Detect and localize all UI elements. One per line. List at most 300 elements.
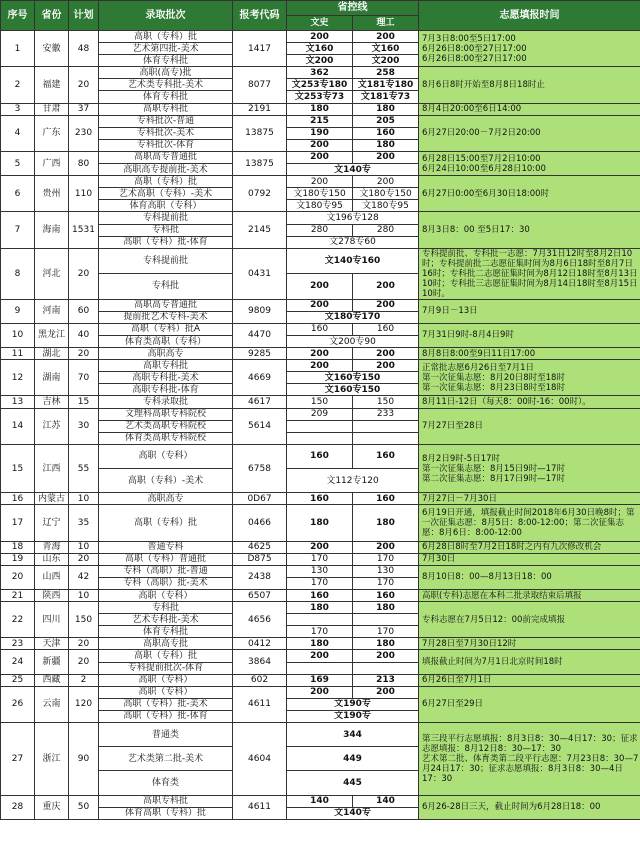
application-time-cell: 8月4日20:00至6日14:00 <box>419 103 640 115</box>
province-cell: 吉林 <box>35 396 69 408</box>
batch-cell: 高职（专科）批A <box>99 323 233 335</box>
application-time-cell: 6月28日8时至7月2日18时之内有九次修改机会 <box>419 541 640 553</box>
control-line-arts: 200 <box>287 686 353 698</box>
exam-code-cell: 8077 <box>233 67 287 103</box>
batch-cell: 专科（高职）批-普通 <box>99 565 233 577</box>
exam-code-cell: 0466 <box>233 505 287 541</box>
plan-cell: 30 <box>69 408 99 444</box>
row-number: 25 <box>1 674 35 686</box>
batch-cell: 高职（专科）-美术 <box>99 469 233 493</box>
control-line-arts: 200 <box>287 31 353 43</box>
application-time-cell: 8月11日-12日（每天8：00时-16：00时）。 <box>419 396 640 408</box>
control-line-sci: 200 <box>353 31 419 43</box>
control-line-sci: 160 <box>353 323 419 335</box>
plan-cell: 10 <box>69 493 99 505</box>
plan-cell: 35 <box>69 505 99 541</box>
batch-cell: 专科提前批 <box>99 248 233 274</box>
batch-cell: 体育类高职（专科） <box>99 335 233 347</box>
exam-code-cell: 9285 <box>233 348 287 360</box>
control-line-sci: 205 <box>353 115 419 127</box>
row-number: 2 <box>1 67 35 103</box>
application-time-cell: 8月3日8：00 至5日17：30 <box>419 212 640 248</box>
batch-cell: 普通专科 <box>99 541 233 553</box>
batch-cell: 专科批 <box>99 602 233 614</box>
plan-cell: 55 <box>69 444 99 492</box>
plan-cell: 20 <box>69 348 99 360</box>
control-line-sci: 文181专73 <box>353 91 419 103</box>
table-row <box>1 408 640 420</box>
province-cell: 黑龙江 <box>35 323 69 347</box>
table-row <box>1 212 640 224</box>
province-cell: 辽宁 <box>35 505 69 541</box>
table-row <box>1 67 640 79</box>
control-line-merged: 文140专160 <box>287 248 419 274</box>
plan-cell: 90 <box>69 722 99 795</box>
plan-cell: 150 <box>69 602 99 638</box>
province-cell: 河北 <box>35 248 69 299</box>
province-cell: 内蒙古 <box>35 493 69 505</box>
control-line-arts: 文160 <box>287 43 353 55</box>
province-cell: 广西 <box>35 151 69 175</box>
control-line-sci: 180 <box>353 602 419 614</box>
table-row <box>1 589 640 601</box>
exam-code-cell: 3864 <box>233 650 287 674</box>
province-cell: 海南 <box>35 212 69 248</box>
control-line-merged: 文112专120 <box>287 469 419 493</box>
application-time-cell: 6月28日15:00至7月2日10:00 6月24日10:00至6月28日10:00 <box>419 151 640 175</box>
province-cell: 陕西 <box>35 589 69 601</box>
batch-cell: 体育高职（专科）批 <box>99 807 233 819</box>
exam-code-cell: 2145 <box>233 212 287 248</box>
province-cell: 天津 <box>35 638 69 650</box>
table-row <box>1 151 640 163</box>
row-number: 21 <box>1 589 35 601</box>
exam-code-cell: 4617 <box>233 396 287 408</box>
table-row <box>1 553 640 565</box>
control-line-sci: 200 <box>353 348 419 360</box>
control-line-arts: 140 <box>287 795 353 807</box>
row-number: 14 <box>1 408 35 444</box>
table-row <box>1 31 640 43</box>
control-line-arts: 362 <box>287 67 353 79</box>
batch-cell: 高职（专科）批 <box>99 650 233 662</box>
batch-cell: 高职高专批 <box>99 638 233 650</box>
row-number: 18 <box>1 541 35 553</box>
province-cell: 广东 <box>35 115 69 151</box>
exam-code-cell: 0792 <box>233 176 287 212</box>
control-line-arts: 170 <box>287 626 353 638</box>
plan-cell: 48 <box>69 31 99 67</box>
table-row <box>1 505 640 541</box>
batch-cell: 高职高专普通批 <box>99 151 233 163</box>
application-time-cell: 8月2日9时-5日17时 第一次征集志愿：8月15日9时—17时 第二次征集志愿：8月17日9时—17时 <box>419 444 640 492</box>
batch-cell: 高职高专 <box>99 493 233 505</box>
control-line-arts: 280 <box>287 224 353 236</box>
table-row <box>1 396 640 408</box>
exam-code-cell: 6758 <box>233 444 287 492</box>
table-row <box>1 115 640 127</box>
plan-cell: 60 <box>69 299 99 323</box>
row-number: 24 <box>1 650 35 674</box>
control-line-arts: 169 <box>287 674 353 686</box>
control-line-arts: 130 <box>287 565 353 577</box>
province-cell: 安徽 <box>35 31 69 67</box>
batch-cell: 高职（专科）批-美术 <box>99 698 233 710</box>
control-line-arts: 文180专95 <box>287 200 353 212</box>
plan-cell: 120 <box>69 686 99 722</box>
header-sci: 理工 <box>353 16 419 31</box>
control-line-arts: 180 <box>287 602 353 614</box>
exam-code-cell: 0431 <box>233 248 287 299</box>
control-line-sci: 140 <box>353 795 419 807</box>
control-line-arts <box>287 420 353 432</box>
province-cell: 贵州 <box>35 176 69 212</box>
control-line-arts: 文253专73 <box>287 91 353 103</box>
application-time-cell: 7月3日8:00至5日17:00 6月26日8:00至27日17:00 6月26日8:00至27日17:00 <box>419 31 640 67</box>
row-number: 3 <box>1 103 35 115</box>
control-line-arts: 160 <box>287 323 353 335</box>
control-line-arts <box>287 614 353 626</box>
table-row <box>1 722 640 746</box>
table-body <box>1 31 640 820</box>
control-line-sci: 233 <box>353 408 419 420</box>
control-line-sci: 130 <box>353 565 419 577</box>
control-line-arts: 170 <box>287 577 353 589</box>
plan-cell: 42 <box>69 565 99 589</box>
application-time-cell: 填报截止时间为7月1日北京时间18时 <box>419 650 640 674</box>
control-line-arts: 200 <box>287 360 353 372</box>
plan-cell: 15 <box>69 396 99 408</box>
batch-cell: 艺术高职（专科）-美术 <box>99 188 233 200</box>
row-number: 17 <box>1 505 35 541</box>
batch-cell: 专科录取批 <box>99 396 233 408</box>
control-line-merged: 文160专150 <box>287 372 419 384</box>
row-number: 9 <box>1 299 35 323</box>
control-line-arts: 160 <box>287 444 353 468</box>
row-number: 13 <box>1 396 35 408</box>
control-line-sci: 150 <box>353 396 419 408</box>
control-line-arts: 文253专180 <box>287 79 353 91</box>
plan-cell: 80 <box>69 151 99 175</box>
control-line-sci: 200 <box>353 650 419 662</box>
province-cell: 重庆 <box>35 795 69 819</box>
batch-cell: 高职高专 <box>99 348 233 360</box>
row-number: 6 <box>1 176 35 212</box>
control-line-sci: 170 <box>353 553 419 565</box>
control-line-merged: 文140专 <box>287 807 419 819</box>
exam-code-cell: 9809 <box>233 299 287 323</box>
batch-cell: 提前批艺术专科-美术 <box>99 311 233 323</box>
plan-cell: 20 <box>69 638 99 650</box>
plan-cell: 110 <box>69 176 99 212</box>
table-row <box>1 493 640 505</box>
control-line-sci: 160 <box>353 493 419 505</box>
control-line-arts: 150 <box>287 396 353 408</box>
exam-code-cell: 602 <box>233 674 287 686</box>
control-line-arts: 200 <box>287 650 353 662</box>
row-number: 22 <box>1 602 35 638</box>
header-province: 省份 <box>35 1 69 31</box>
table-row <box>1 565 640 577</box>
application-time-cell: 高职(专科)志愿在本科二批录取结束后填报 <box>419 589 640 601</box>
batch-cell: 专科批次-体育 <box>99 139 233 151</box>
application-time-cell: 7月30日 <box>419 553 640 565</box>
control-line-arts: 200 <box>287 541 353 553</box>
control-line-arts: 160 <box>287 589 353 601</box>
row-number: 16 <box>1 493 35 505</box>
application-time-cell: 7月28日至7月30日12时 <box>419 638 640 650</box>
batch-cell: 高职（专科）批-体育 <box>99 710 233 722</box>
plan-cell: 20 <box>69 553 99 565</box>
province-cell: 河南 <box>35 299 69 323</box>
table-row <box>1 795 640 807</box>
province-cell: 甘肃 <box>35 103 69 115</box>
province-cell: 江苏 <box>35 408 69 444</box>
exam-code-cell: 4611 <box>233 686 287 722</box>
row-number: 5 <box>1 151 35 175</box>
control-line-arts: 200 <box>287 299 353 311</box>
control-line-arts: 209 <box>287 408 353 420</box>
control-line-merged: 文180专170 <box>287 311 419 323</box>
table-row <box>1 541 640 553</box>
exam-code-cell: 4611 <box>233 795 287 819</box>
control-line-sci: 160 <box>353 589 419 601</box>
control-line-sci: 文160 <box>353 43 419 55</box>
control-line-sci: 文181专180 <box>353 79 419 91</box>
control-line-sci: 文180专150 <box>353 188 419 200</box>
plan-cell: 2 <box>69 674 99 686</box>
row-number: 15 <box>1 444 35 492</box>
exam-code-cell: 4625 <box>233 541 287 553</box>
batch-cell: 文理科高职专科院校 <box>99 408 233 420</box>
control-line-sci: 180 <box>353 505 419 541</box>
batch-cell: 专科批 <box>99 274 233 300</box>
control-line-merged: 文190专 <box>287 710 419 722</box>
batch-cell: 高职（专科）批 <box>99 31 233 43</box>
application-time-cell: 7月27日－7月30日 <box>419 493 640 505</box>
control-line-sci: 200 <box>353 360 419 372</box>
control-line-arts: 190 <box>287 127 353 139</box>
control-line-sci: 170 <box>353 577 419 589</box>
batch-cell: 体育专科批 <box>99 91 233 103</box>
batch-cell: 体育类高职专科院校 <box>99 432 233 444</box>
control-line-sci <box>353 420 419 432</box>
control-line-arts: 180 <box>287 638 353 650</box>
batch-cell: 高职（专科） <box>99 674 233 686</box>
exam-code-cell: 0D67 <box>233 493 287 505</box>
batch-cell: 专科批 <box>99 224 233 236</box>
row-number: 20 <box>1 565 35 589</box>
header-seq: 序号 <box>1 1 35 31</box>
control-line-arts: 200 <box>287 348 353 360</box>
province-cell: 新疆 <box>35 650 69 674</box>
control-line-sci: 200 <box>353 541 419 553</box>
control-line-merged: 文160专150 <box>287 384 419 396</box>
batch-cell: 体育专科批 <box>99 55 233 67</box>
exam-code-cell: 2438 <box>233 565 287 589</box>
control-line-arts <box>287 432 353 444</box>
plan-cell: 40 <box>69 323 99 347</box>
control-line-sci: 200 <box>353 274 419 300</box>
control-line-sci: 160 <box>353 444 419 468</box>
control-line-merged: 344 <box>287 722 419 746</box>
table-row <box>1 348 640 360</box>
control-line-sci <box>353 432 419 444</box>
plan-cell: 37 <box>69 103 99 115</box>
plan-cell: 50 <box>69 795 99 819</box>
row-number: 10 <box>1 323 35 347</box>
province-cell: 湖南 <box>35 360 69 396</box>
batch-cell: 高职（专科）批 <box>99 505 233 541</box>
control-line-arts: 180 <box>287 103 353 115</box>
control-line-merged: 文140专 <box>287 164 419 176</box>
batch-cell: 专科（高职）批-美术 <box>99 577 233 589</box>
application-time-cell: 专科提前批、专科批一志愿：7月31日12时至8月2日10时；专科提前批二志愿征集时间为8月6日18时至8月7日16时；专科批二志愿征集时间为8月12日18时至8月13日10时；专科批三志愿征集时间为8月14日18时至8月15日10时。 <box>419 248 640 299</box>
table-row <box>1 686 640 698</box>
table-row <box>1 674 640 686</box>
plan-cell: 10 <box>69 589 99 601</box>
batch-cell: 体育类 <box>99 771 233 795</box>
province-cell: 江西 <box>35 444 69 492</box>
control-line-arts: 200 <box>287 176 353 188</box>
control-line-arts: 215 <box>287 115 353 127</box>
exam-code-cell: 13875 <box>233 151 287 175</box>
control-line-sci: 160 <box>353 127 419 139</box>
row-number: 4 <box>1 115 35 151</box>
batch-cell: 高职（专科） <box>99 686 233 698</box>
application-time-cell: 6月27日至29日 <box>419 686 640 722</box>
batch-cell: 高职专科批 <box>99 360 233 372</box>
control-line-arts: 180 <box>287 505 353 541</box>
control-line-arts: 200 <box>287 151 353 163</box>
control-line-sci: 200 <box>353 151 419 163</box>
exam-code-cell: 4470 <box>233 323 287 347</box>
table-row <box>1 323 640 335</box>
batch-cell: 体育高职（专科） <box>99 200 233 212</box>
plan-cell: 20 <box>69 67 99 103</box>
control-line-sci: 170 <box>353 626 419 638</box>
exam-code-cell: 4604 <box>233 722 287 795</box>
control-line-sci <box>353 614 419 626</box>
application-time-cell: 6月26日至7月1日 <box>419 674 640 686</box>
batch-cell: 艺术类高职专科院校 <box>99 420 233 432</box>
table-row <box>1 299 640 311</box>
row-number: 27 <box>1 722 35 795</box>
application-time-cell: 8月8日8:00至9日11日17:00 <box>419 348 640 360</box>
control-line-merged: 445 <box>287 771 419 795</box>
batch-cell: 高职高专普通批 <box>99 299 233 311</box>
table-row <box>1 360 640 372</box>
control-line-merged: 449 <box>287 747 419 771</box>
batch-cell: 高职专科批 <box>99 795 233 807</box>
province-cell: 西藏 <box>35 674 69 686</box>
control-line-arts: 200 <box>287 274 353 300</box>
province-cell: 山西 <box>35 565 69 589</box>
header-time: 志愿填报时间 <box>419 1 640 31</box>
province-cell: 山东 <box>35 553 69 565</box>
batch-cell: 高职（专科） <box>99 589 233 601</box>
control-line-arts: 文180专150 <box>287 188 353 200</box>
row-number: 12 <box>1 360 35 396</box>
exam-code-cell: 4669 <box>233 360 287 396</box>
application-time-cell: 专科志愿在7月5日12：00前完成填报 <box>419 602 640 638</box>
table-row <box>1 103 640 115</box>
header-code: 报考代码 <box>233 1 287 31</box>
batch-cell: 专科批次-普通 <box>99 115 233 127</box>
exam-code-cell: 2191 <box>233 103 287 115</box>
exam-code-cell: 0412 <box>233 638 287 650</box>
application-time-cell: 7月27日至28日 <box>419 408 640 444</box>
batch-cell: 艺术第四批-美术 <box>99 43 233 55</box>
control-line-merged: 文196专128 <box>287 212 419 224</box>
control-line-merged: 文190专 <box>287 698 419 710</box>
application-time-cell: 正常批志愿6月26日至7月1日 第一次征集志愿：8月20日8时至18时 第一次征集志愿：8月23日8时至18时 <box>419 360 640 396</box>
control-line-sci: 200 <box>353 299 419 311</box>
plan-cell: 70 <box>69 360 99 396</box>
batch-cell: 高职(高专)批 <box>99 67 233 79</box>
row-number: 19 <box>1 553 35 565</box>
table-row <box>1 638 640 650</box>
plan-cell: 230 <box>69 115 99 151</box>
control-line-sci: 文200 <box>353 55 419 67</box>
row-number: 26 <box>1 686 35 722</box>
exam-code-cell: 1417 <box>233 31 287 67</box>
plan-cell: 10 <box>69 541 99 553</box>
batch-cell: 专科提前批次-体育 <box>99 662 233 674</box>
batch-cell: 普通类 <box>99 722 233 746</box>
batch-cell: 高职专科批-美术 <box>99 372 233 384</box>
province-cell: 四川 <box>35 602 69 638</box>
header-batch: 录取批次 <box>99 1 233 31</box>
control-line-sci: 200 <box>353 686 419 698</box>
batch-cell: 高职（专科）批 <box>99 176 233 188</box>
control-line-sci: 258 <box>353 67 419 79</box>
exam-code-cell: 4656 <box>233 602 287 638</box>
plan-cell: 1531 <box>69 212 99 248</box>
plan-cell: 20 <box>69 650 99 674</box>
exam-code-cell: D875 <box>233 553 287 565</box>
application-time-cell: 8月6日8时开始至8月8日18时止 <box>419 67 640 103</box>
province-cell: 青海 <box>35 541 69 553</box>
control-line-sci <box>353 662 419 674</box>
batch-cell: 专科提前批 <box>99 212 233 224</box>
table-row <box>1 176 640 188</box>
table-row <box>1 650 640 662</box>
row-number: 23 <box>1 638 35 650</box>
control-line-sci: 文180专95 <box>353 200 419 212</box>
header-plan: 计划 <box>69 1 99 31</box>
row-number: 7 <box>1 212 35 248</box>
application-time-cell: 6月27日20:00－7月2日20:00 <box>419 115 640 151</box>
application-time-cell: 6月26-28日三天，截止时间为6月28日18：00 <box>419 795 640 819</box>
table-row <box>1 602 640 614</box>
province-cell: 浙江 <box>35 722 69 795</box>
control-line-arts: 200 <box>287 139 353 151</box>
header-control-line: 省控线 <box>287 1 419 16</box>
row-number: 8 <box>1 248 35 299</box>
control-line-sci: 180 <box>353 103 419 115</box>
header-arts: 文史 <box>287 16 353 31</box>
batch-cell: 高职高专提前批-美术 <box>99 164 233 176</box>
province-cell: 湖北 <box>35 348 69 360</box>
application-time-cell: 8月10日8：00—8月13日18：00 <box>419 565 640 589</box>
batch-cell: 艺术类专科批-美术 <box>99 79 233 91</box>
batch-cell: 高职专科批 <box>99 103 233 115</box>
control-line-sci: 180 <box>353 139 419 151</box>
batch-cell: 艺术专科批-美术 <box>99 614 233 626</box>
table-row <box>1 444 640 468</box>
application-time-cell: 6月27日0:00至6月30日18:00时 <box>419 176 640 212</box>
